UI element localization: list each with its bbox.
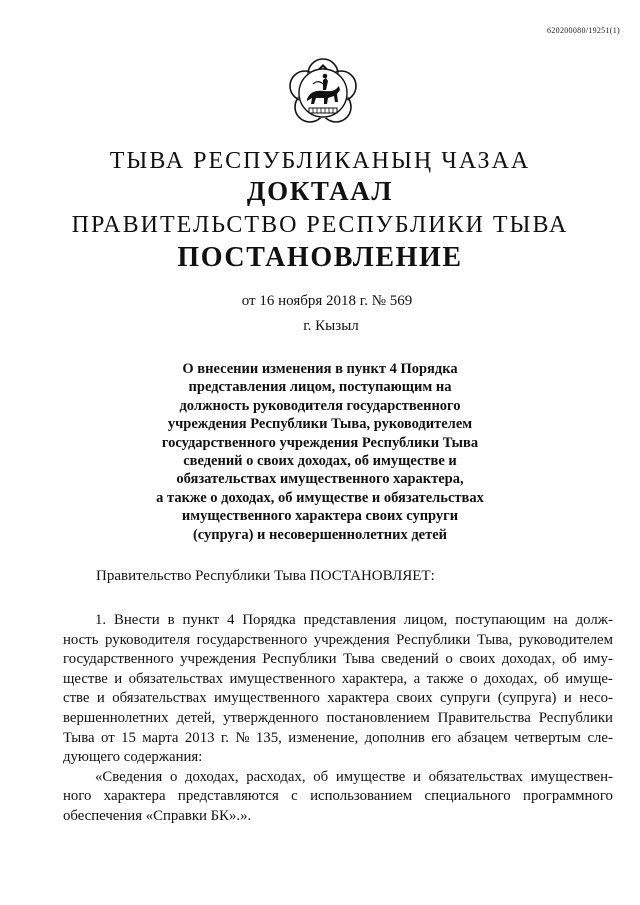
body-word: 1. (95, 612, 107, 628)
body-word: программного (523, 788, 613, 805)
body-word: и (563, 690, 572, 707)
body-line (63, 787, 613, 807)
body-word: учреждения (180, 651, 256, 668)
body-word: лицом, (403, 612, 448, 628)
body-word: представления (303, 612, 396, 628)
body-word: Внести (114, 612, 160, 628)
body-word: постановлением (326, 709, 430, 726)
body-word: детей, (176, 709, 216, 726)
body-word: ществе (63, 670, 108, 687)
body-word: имущественного (229, 670, 336, 687)
resolving-clause: Правительство Республики Тыва ПОСТАНОВЛЯЕТ: (96, 568, 435, 584)
body-word: стве (63, 690, 90, 707)
body-line (63, 670, 613, 690)
body-word: характера (327, 690, 390, 707)
body-word: характера, (341, 670, 408, 687)
body-word: об (543, 670, 559, 687)
body-word: пункт (182, 612, 220, 628)
body-word: Тыва (343, 651, 375, 668)
body-word: расходах, (246, 768, 306, 785)
body-word: государственного (63, 651, 174, 668)
body-word: Правительства (437, 709, 531, 726)
body-word: г. (220, 729, 229, 746)
body-word: имуществе (335, 768, 406, 785)
body-word: содержания: (123, 749, 203, 766)
body-word: вершеннолетних (63, 709, 169, 726)
title-line: учреждения Республики Тыва, руководителем (167, 416, 473, 433)
body-word: своих (396, 690, 433, 707)
body-word: несо- (579, 690, 613, 707)
body-word: доходах, (185, 768, 239, 785)
title-line: имущественного характера своих супруги (181, 508, 459, 525)
body-word: «Сведения (95, 768, 163, 785)
body-word: 2013 (184, 729, 215, 746)
body-line (63, 768, 613, 788)
title-line: а также о доходах, об имуществе и обязательствах (156, 489, 484, 506)
body-word: № (235, 729, 250, 746)
title-line: должность руководителя государственного (179, 397, 461, 414)
body-word: государственного (196, 631, 308, 648)
body-word: ного (63, 788, 92, 805)
body-line (63, 689, 613, 709)
body-word: об (313, 768, 329, 785)
body-word: специального (424, 788, 511, 805)
body-word: «Справки (145, 807, 211, 824)
header-government: ПРАВИТЕЛЬСТВО РЕСПУБЛИКИ ТЫВА (71, 212, 569, 238)
title-line: сведений о своих доходах, об имуществе и (183, 453, 457, 470)
body-word: в (167, 612, 175, 628)
body-word: характера (103, 788, 166, 805)
body-line (63, 650, 613, 670)
body-line (63, 709, 613, 729)
title-line: представления лицом, поступающим на (188, 379, 452, 396)
body-word: 4 (227, 612, 235, 628)
body-word: дующего (63, 749, 124, 766)
coat-of-arms-of-tyva-icon (283, 52, 363, 132)
document-code: 620200080/19251(1) (547, 26, 620, 35)
body-word: абзацем (457, 729, 508, 746)
body-line (63, 611, 613, 631)
body-word: обязательствах (428, 768, 523, 785)
document-title (120, 360, 520, 544)
body-line (63, 748, 613, 768)
body-word: обязательствах (128, 670, 223, 687)
body-word: ность (63, 631, 99, 648)
body-word: марта (142, 729, 179, 746)
body-word: руководителем (518, 631, 613, 648)
body-word: обязательствах (112, 690, 207, 707)
body-word: четвертым (514, 729, 582, 746)
body-word: об (561, 651, 577, 668)
body-word: обеспечения (63, 807, 146, 824)
body-word: Порядка (242, 612, 296, 628)
body-word: а (413, 670, 421, 687)
body-word: имуществен- (530, 768, 613, 785)
document-body (63, 611, 613, 827)
title-line: обязательствах имущественного характера, (176, 471, 464, 488)
body-word: использованием (310, 788, 413, 805)
body-word: утвержденного (223, 709, 319, 726)
body-word: сведений (381, 651, 439, 668)
body-word: доходах, (483, 670, 538, 687)
body-word: от (101, 729, 115, 746)
document-date-number: от 16 ноября 2018 г. № 569 (241, 293, 413, 309)
body-word: его (431, 729, 451, 746)
body-word: и (96, 690, 105, 707)
body-word: БК».». (210, 807, 252, 824)
body-word: руководителя (105, 631, 191, 648)
body-word: супруги (440, 690, 491, 707)
body-word: Республики (538, 709, 613, 726)
header-doktaal: ДОКТААЛ (246, 176, 394, 206)
body-word: учреждения (313, 631, 390, 648)
body-word: о (169, 768, 178, 785)
body-word: (супруга) (497, 690, 557, 707)
body-word: дополнив (364, 729, 425, 746)
body-line (63, 729, 613, 749)
body-word: Республики (396, 631, 471, 648)
body-word: 15 (121, 729, 136, 746)
body-word: имущественного (214, 690, 320, 707)
body-word: сле- (587, 729, 613, 746)
body-word: Тыва (63, 729, 95, 746)
header-tyva: ТЫВА РЕСПУБЛИКАНЫҢ ЧАЗАА (109, 148, 531, 174)
body-word: иму- (583, 651, 613, 668)
body-word: доходах, (501, 651, 556, 668)
body-word: поступающим (455, 612, 546, 628)
body-word: Республики (262, 651, 337, 668)
document-city: г. Кызыл (303, 318, 359, 334)
title-line: государственного учреждения Республики Тыва (161, 434, 479, 451)
body-line (63, 631, 613, 651)
title-line: О внесении изменения в пункт 4 Порядка (182, 361, 458, 377)
body-line (63, 807, 613, 827)
body-word: имуще- (565, 670, 613, 687)
body-word: с (291, 788, 298, 805)
body-word: и (412, 768, 421, 785)
body-word: 135, (255, 729, 282, 746)
body-word: также (426, 670, 464, 687)
body-word: на (553, 612, 568, 628)
body-word: долж- (575, 612, 613, 628)
body-word: представляются (177, 788, 279, 805)
body-word: о (470, 670, 478, 687)
header-postanovlenie: ПОСТАНОВЛЕНИЕ (177, 242, 463, 273)
body-word: и (114, 670, 123, 687)
title-line: (супруга) и несовершеннолетних детей (192, 526, 448, 543)
body-word: Тыва, (476, 631, 513, 648)
body-word: своих (459, 651, 496, 668)
body-word: о (445, 651, 453, 668)
body-word: изменение, (288, 729, 359, 746)
